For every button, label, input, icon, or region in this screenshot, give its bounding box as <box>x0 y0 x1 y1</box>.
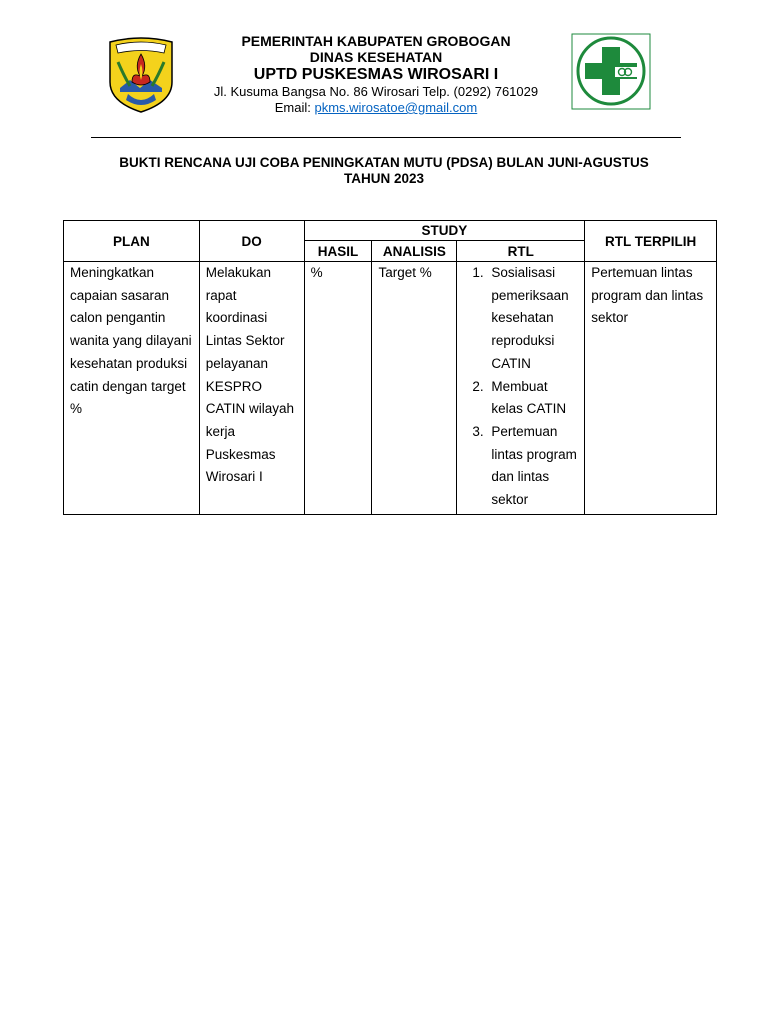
list-item: 1. Sosialisasi pemeriksaan kesehatan reproduksi CATIN <box>487 262 580 376</box>
analisis-cell: Target % <box>372 262 457 515</box>
government-name: PEMERINTAH KABUPATEN GROBOGAN <box>241 33 511 49</box>
plan-cell: Meningkatkan capaian sasaran calon pengantin wanita yang dilayani kesehatan produksi catin dengan target % <box>64 262 200 515</box>
email-link[interactable]: pkms.wirosatoe@gmail.com <box>314 100 478 115</box>
hasil-cell: % <box>304 262 372 515</box>
rtl-list <box>463 262 580 512</box>
rtl-header: RTL <box>457 241 585 262</box>
do-cell: Melakukan rapat koordinasi Lintas Sektor pelayanan KESPRO CATIN wilayah kerja Puskesmas Wirosari I <box>199 262 304 515</box>
hasil-header: HASIL <box>304 241 372 262</box>
rtl-terpilih-header: RTL TERPILIH <box>585 221 717 262</box>
letterhead <box>180 33 572 116</box>
table-row <box>64 262 717 515</box>
analisis-header: ANALISIS <box>372 241 457 262</box>
plan-header: PLAN <box>64 221 200 262</box>
address-line: Jl. Kusuma Bangsa No. 86 Wirosari Telp. (0292) 761029 <box>213 84 539 99</box>
document-title: BUKTI RENCANA UJI COBA PENINGKATAN MUTU (PDSA) BULAN JUNI-AGUSTUS TAHUN 2023 <box>119 155 649 186</box>
grobogan-regency-seal-logo <box>106 36 176 114</box>
email-label: Email: <box>274 100 315 115</box>
list-item: 3. Pertemuan lintas program dan lintas sektor <box>487 421 580 512</box>
health-ministry-logo <box>571 33 651 110</box>
rtl-terpilih-cell: Pertemuan lintas program dan lintas sektor <box>585 262 717 515</box>
rtl-cell <box>457 262 585 515</box>
letterhead-divider <box>91 137 681 138</box>
study-header: STUDY <box>304 221 585 241</box>
email-line <box>180 100 572 116</box>
unit-name: UPTD PUSKESMAS WIROSARI I <box>253 66 499 83</box>
list-item: 2. Membuat kelas CATIN <box>487 376 580 421</box>
department-name: DINAS KESEHATAN <box>309 49 443 65</box>
pdsa-table <box>63 220 717 515</box>
do-header: DO <box>199 221 304 262</box>
